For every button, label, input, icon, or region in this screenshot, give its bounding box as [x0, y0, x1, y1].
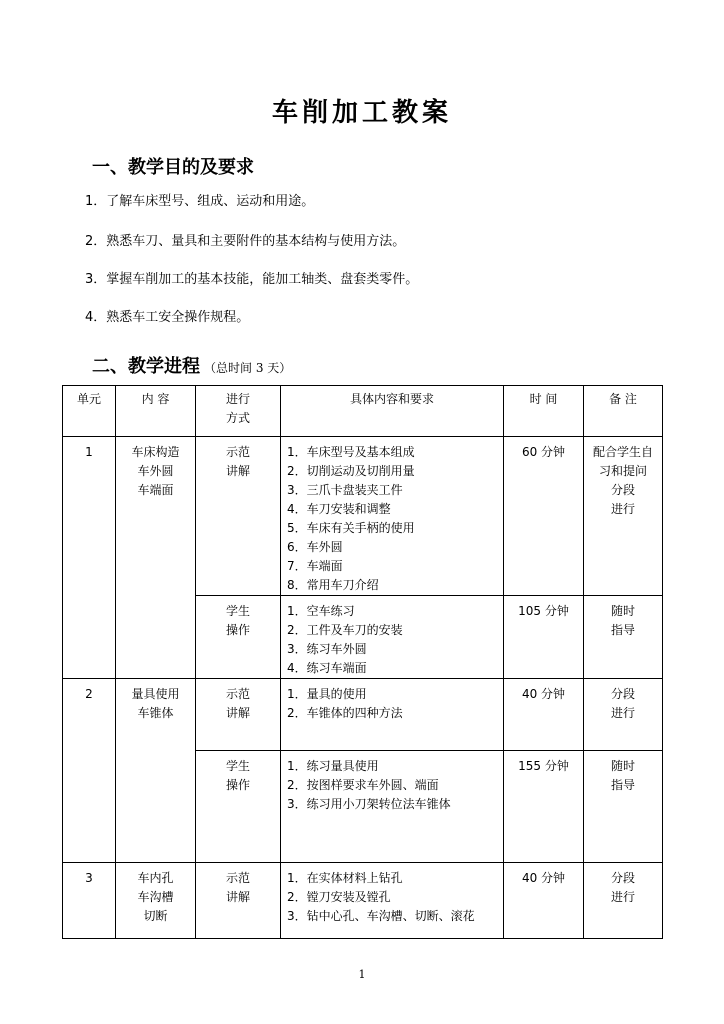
- goal-item-3: 3．掌握车削加工的基本技能，能加工轴类、盘套类零件。: [85, 272, 419, 287]
- remark-line: 随时: [610, 604, 635, 618]
- remark-line: 进行: [610, 502, 635, 516]
- section-heading-progress-text: 二、教学进程: [92, 356, 200, 377]
- mode-line: 讲解: [225, 464, 250, 478]
- unit-number-text: 2: [85, 687, 93, 701]
- mode-cell: [196, 863, 281, 939]
- mode-line: 示范: [225, 687, 250, 701]
- section-heading-goals: 一、教学目的及要求: [92, 157, 254, 178]
- time-cell: [504, 437, 584, 596]
- page-title: 车削加工教案: [271, 98, 452, 128]
- detail-line: 2．按图样要求车外圆、端面: [287, 778, 439, 792]
- time-value: 40 分钟: [521, 687, 566, 701]
- remark-line: 配合学生自: [592, 445, 653, 459]
- remark-line: 分段: [610, 871, 635, 885]
- time-value: 155 分钟: [518, 759, 569, 773]
- time-value: 60 分钟: [521, 445, 566, 459]
- table-row: [63, 437, 663, 596]
- unit-number: [63, 437, 116, 679]
- unit-content: [116, 437, 196, 679]
- remark-line: 分段: [610, 483, 635, 497]
- header-mode: [196, 386, 281, 437]
- table-row: [63, 863, 663, 939]
- detail-line: 3．钻中心孔、车沟槽、切断、滚花: [287, 909, 475, 923]
- content-line: 车外圆: [137, 464, 174, 478]
- details-cell: [281, 679, 504, 751]
- remark-cell: [584, 863, 663, 939]
- remark-line: 分段: [610, 687, 635, 701]
- remark-line: 进行: [610, 706, 635, 720]
- remark-line: 指导: [610, 778, 635, 792]
- header-unit: 单元: [63, 386, 116, 437]
- header-content: 内 容: [116, 386, 196, 437]
- details-cell: [281, 863, 504, 939]
- detail-line: 2．切削运动及切削用量: [287, 464, 415, 478]
- details-cell: [281, 751, 504, 863]
- detail-line: 2．工件及车刀的安装: [287, 623, 403, 637]
- content-line: 车沟槽: [137, 890, 174, 904]
- remark-line: 习和提问: [598, 464, 647, 478]
- detail-line: 2．车锥体的四种方法: [287, 706, 403, 720]
- header-details: 具体内容和要求: [281, 386, 504, 437]
- detail-line: 7．车端面: [287, 559, 343, 573]
- remark-line: 随时: [610, 759, 635, 773]
- unit-number: [63, 863, 116, 939]
- time-value: 105 分钟: [518, 604, 569, 618]
- content-line: 车床构造: [131, 445, 180, 459]
- mode-cell: [196, 437, 281, 596]
- page-number: 1: [358, 968, 366, 981]
- time-cell: [504, 863, 584, 939]
- mode-line: 学生: [225, 759, 250, 773]
- mode-line: 学生: [225, 604, 250, 618]
- detail-line: 5．车床有关手柄的使用: [287, 521, 415, 535]
- time-cell: [504, 751, 584, 863]
- table-row: [63, 679, 663, 751]
- content-line: 切断: [143, 909, 168, 923]
- unit-number: [63, 679, 116, 863]
- goal-item-4: 4．熟悉车工安全操作规程。: [85, 310, 250, 325]
- time-cell: [504, 679, 584, 751]
- remark-cell: [584, 596, 663, 679]
- header-remark: 备 注: [584, 386, 663, 437]
- table-header-row: [63, 386, 663, 437]
- detail-line: 6．车外圆: [287, 540, 343, 554]
- detail-line: 8．常用车刀介绍: [287, 578, 379, 592]
- content-line: 量具使用: [131, 687, 180, 701]
- content-line: 车锥体: [137, 706, 174, 720]
- remark-cell: [584, 437, 663, 596]
- detail-line: 2．镗刀安装及镗孔: [287, 890, 391, 904]
- content-line: 车端面: [137, 483, 174, 497]
- unit-number-text: 1: [85, 445, 93, 459]
- mode-line: 讲解: [225, 890, 250, 904]
- detail-line: 1．空车练习: [287, 604, 355, 618]
- goal-item-1: 1．了解车床型号、组成、运动和用途。: [85, 194, 315, 209]
- mode-line: 讲解: [225, 706, 250, 720]
- total-time-note: （总时间 3 天）: [204, 361, 292, 375]
- details-cell: [281, 596, 504, 679]
- mode-cell: [196, 596, 281, 679]
- mode-cell: [196, 751, 281, 863]
- remark-cell: [584, 679, 663, 751]
- mode-line: 操作: [225, 778, 250, 792]
- goal-item-2: 2．熟悉车刀、量具和主要附件的基本结构与使用方法。: [85, 234, 406, 249]
- schedule-table: [62, 385, 663, 939]
- detail-line: 4．车刀安装和调整: [287, 502, 391, 516]
- detail-line: 1．车床型号及基本组成: [287, 445, 415, 459]
- detail-line: 1．量具的使用: [287, 687, 367, 701]
- details-cell: [281, 437, 504, 596]
- detail-line: 1．练习量具使用: [287, 759, 379, 773]
- remark-cell: [584, 751, 663, 863]
- detail-line: 3．练习车外圆: [287, 642, 367, 656]
- remark-line: 指导: [610, 623, 635, 637]
- unit-number-text: 3: [85, 871, 93, 885]
- mode-line: 操作: [225, 623, 250, 637]
- mode-line: 示范: [225, 871, 250, 885]
- section-heading-progress: [92, 352, 291, 378]
- unit-content: [116, 679, 196, 863]
- detail-line: 1．在实体材料上钻孔: [287, 871, 403, 885]
- mode-line: 示范: [225, 445, 250, 459]
- unit-content: [116, 863, 196, 939]
- content-line: 车内孔: [137, 871, 174, 885]
- detail-line: 4．练习车端面: [287, 661, 367, 675]
- detail-line: 3．练习用小刀架转位法车锥体: [287, 797, 451, 811]
- header-mode-text: 进行 方式: [225, 392, 250, 425]
- mode-cell: [196, 679, 281, 751]
- detail-line: 3．三爪卡盘装夹工件: [287, 483, 403, 497]
- time-cell: [504, 596, 584, 679]
- remark-line: 进行: [610, 890, 635, 904]
- header-time: 时 间: [504, 386, 584, 437]
- time-value: 40 分钟: [521, 871, 566, 885]
